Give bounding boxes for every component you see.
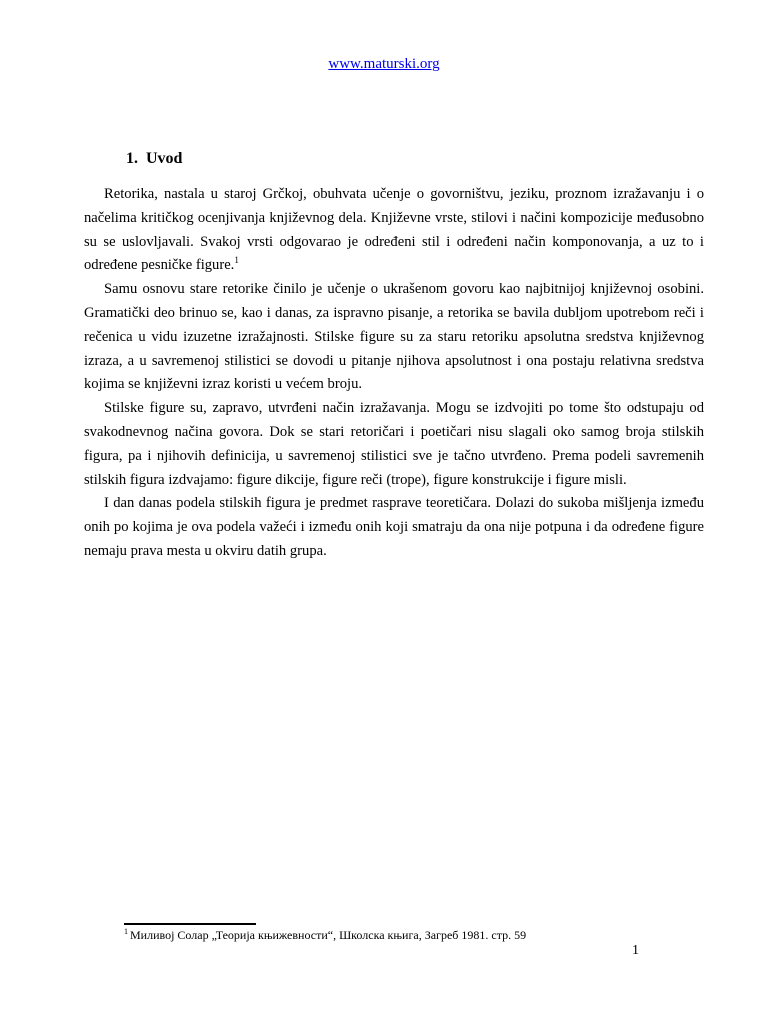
paragraph xyxy=(84,278,704,397)
paragraph-text: Samu osnovu stare retorike činilo je učenje o ukrašenom govoru kao najbitnijoj književnoj osobini. Gramatički deo brinuo se, kao i danas, za ispravno pisanje, a retorika se bavila dubljom upotrebom reči i rečenica u vidu izuzetne izražajnosti. Stilske figure su za staru retoriku apsolutna sredstva književnog izraza, a u savremenoj stilistici se dovodi u pitanje njihova apsolutnost i ona postaju relativna sredstva kojima se književni izraz koristi u većem broju. xyxy=(84,281,704,393)
paragraph xyxy=(84,183,704,278)
section-number: 1. xyxy=(126,150,138,167)
section-title: Uvod xyxy=(146,150,183,167)
header-link[interactable]: www.maturski.org xyxy=(328,56,440,72)
footnote xyxy=(124,928,526,942)
paragraph xyxy=(84,397,704,492)
paragraph xyxy=(84,492,704,563)
footnote-ref: 1 xyxy=(234,255,239,266)
footnote-marker: 1 xyxy=(124,927,128,936)
footnote-text: Миливој Солар „Теорија књижевности“, Школска књига, Загреб 1981. стр. 59 xyxy=(130,928,527,942)
section-heading xyxy=(126,150,182,168)
footnote-divider xyxy=(124,923,256,925)
paragraph-text: I dan danas podela stilskih figura je predmet rasprave teoretičara. Dolazi do sukoba mišljenja između onih po kojima je ova podela važeći i između onih koji smatraju da ona nije potpuna i da određene figure nemaju prava mesta u okviru datih grupa. xyxy=(84,495,704,559)
paragraph-text: Stilske figure su, zapravo, utvrđeni način izražavanja. Mogu se izdvojiti po tome što odstupaju od svakodnevnog načina govora. Dok se stari retoričari i poetičari nisu slagali oko samog broja stilskih figura, pa i njihovih definicija, u savremenoj stilistici sve je tačno utvrđeno. Prema podeli savremenih stilskih figura izdvajamo: figure dikcije, figure reči (trope), figure konstrukcije i figure misli. xyxy=(84,400,704,488)
body-text xyxy=(84,183,704,564)
paragraph-text: Retorika, nastala u staroj Grčkoj, obuhvata učenje o govorništvu, jeziku, proznom izražavanju i o načelima kritičkog ocenjivanja književnog dela. Književne vrste, stilovi i načini kompozicije međusobno su se uslovljavali. Svakoj vrsti odgovarao je određeni stil i određeni način komponovanja, a uz to i određene pesničke figure. xyxy=(84,186,704,274)
page-number: 1 xyxy=(632,943,639,958)
